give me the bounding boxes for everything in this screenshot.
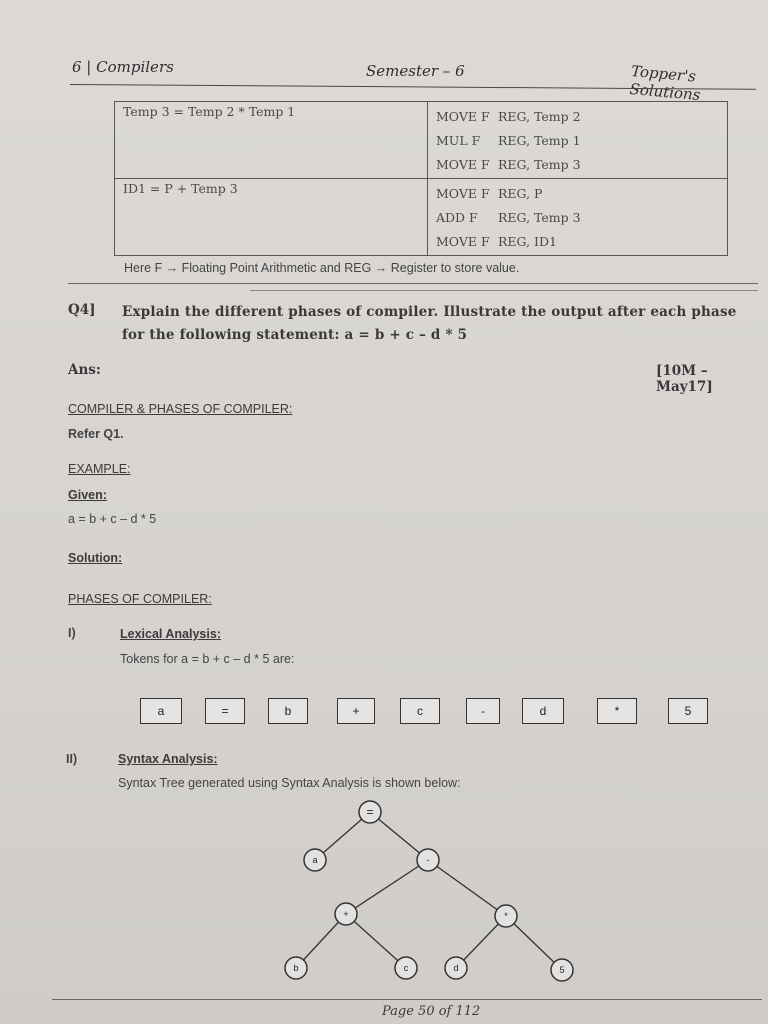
phase-desc-lexical: Tokens for a = b + c – d * 5 are: [120, 652, 295, 666]
tree-label: 5 [559, 965, 565, 975]
section-rule-secondary [250, 290, 758, 291]
phase-desc-syntax: Syntax Tree generated using Syntax Analysis is shown below: [118, 776, 461, 790]
page-number: Page 50 of 112 [382, 1004, 481, 1019]
header-semester: Semester – 6 [366, 62, 465, 80]
token-box: - [466, 698, 500, 724]
header-brand: Topper's Solutions [628, 62, 702, 105]
solution-title: Solution: [68, 551, 123, 565]
tree-label: * [504, 911, 508, 921]
question-number: Q4] [68, 302, 96, 318]
phase-number: I) [68, 626, 76, 640]
tree-label: d [453, 963, 459, 973]
phases-title: PHASES OF COMPILER: [68, 592, 212, 606]
syntax-tree-diagram [280, 800, 600, 990]
instruction-line: ADD F REG, Temp 3 [436, 209, 581, 225]
token-box: 5 [668, 698, 708, 724]
table-row [115, 102, 728, 179]
question-line-2: for the following statement: a = b + c – d * 5 [122, 327, 468, 343]
phase-title-lexical: Lexical Analysis: [120, 627, 221, 641]
tree-label: = [366, 805, 374, 819]
tree-label: - [426, 855, 430, 865]
code-generation-table [114, 101, 728, 256]
token-box: * [597, 698, 637, 724]
phase-title-syntax: Syntax Analysis: [118, 752, 218, 766]
answer-label: Ans: [68, 362, 101, 378]
given-expression: a = b + c – d * 5 [68, 512, 157, 526]
instruction-cell [428, 102, 728, 179]
token-box: d [522, 698, 564, 724]
example-title: EXAMPLE: [68, 462, 131, 476]
expression-cell: ID1 = P + Temp 3 [115, 179, 428, 256]
instruction-line: MUL F REG, Temp 1 [436, 132, 581, 148]
question-line-1: Explain the different phases of compiler. Illustrate the output after each phase [122, 304, 737, 320]
tree-edge [346, 914, 406, 968]
table-note: Here F → Floating Point Arithmetic and REG → Register to store value. [124, 261, 520, 275]
instruction-line: MOVE F REG, P [436, 185, 543, 201]
question-text [122, 301, 768, 347]
tree-label: b [293, 963, 299, 973]
token-box: = [205, 698, 245, 724]
instruction-line: MOVE F REG, Temp 2 [436, 108, 581, 124]
instruction-cell [428, 179, 728, 256]
phase-number: II) [66, 752, 78, 766]
table-row [115, 179, 728, 256]
footer-rule [52, 999, 762, 1000]
header-chapter: 6 | Compilers [72, 58, 174, 76]
token-box: b [268, 698, 308, 724]
refer-text: Refer Q1. [68, 427, 124, 441]
instruction-line: MOVE F REG, Temp 3 [436, 156, 581, 172]
tree-edge [428, 860, 506, 916]
section-rule [68, 283, 758, 284]
expression-cell: Temp 3 = Temp 2 * Temp 1 [115, 102, 428, 179]
marks-badge: [10M – May17] [656, 363, 713, 395]
token-box: a [140, 698, 182, 724]
tree-label: + [343, 909, 349, 919]
given-title: Given: [68, 488, 107, 502]
instruction-line: MOVE F REG, ID1 [436, 233, 557, 249]
tree-edge [346, 860, 428, 914]
section-title-compiler: COMPILER & PHASES OF COMPILER: [68, 402, 293, 416]
tree-label: a [312, 855, 318, 865]
token-box: c [400, 698, 440, 724]
tree-label: c [403, 963, 409, 973]
token-box: + [337, 698, 375, 724]
